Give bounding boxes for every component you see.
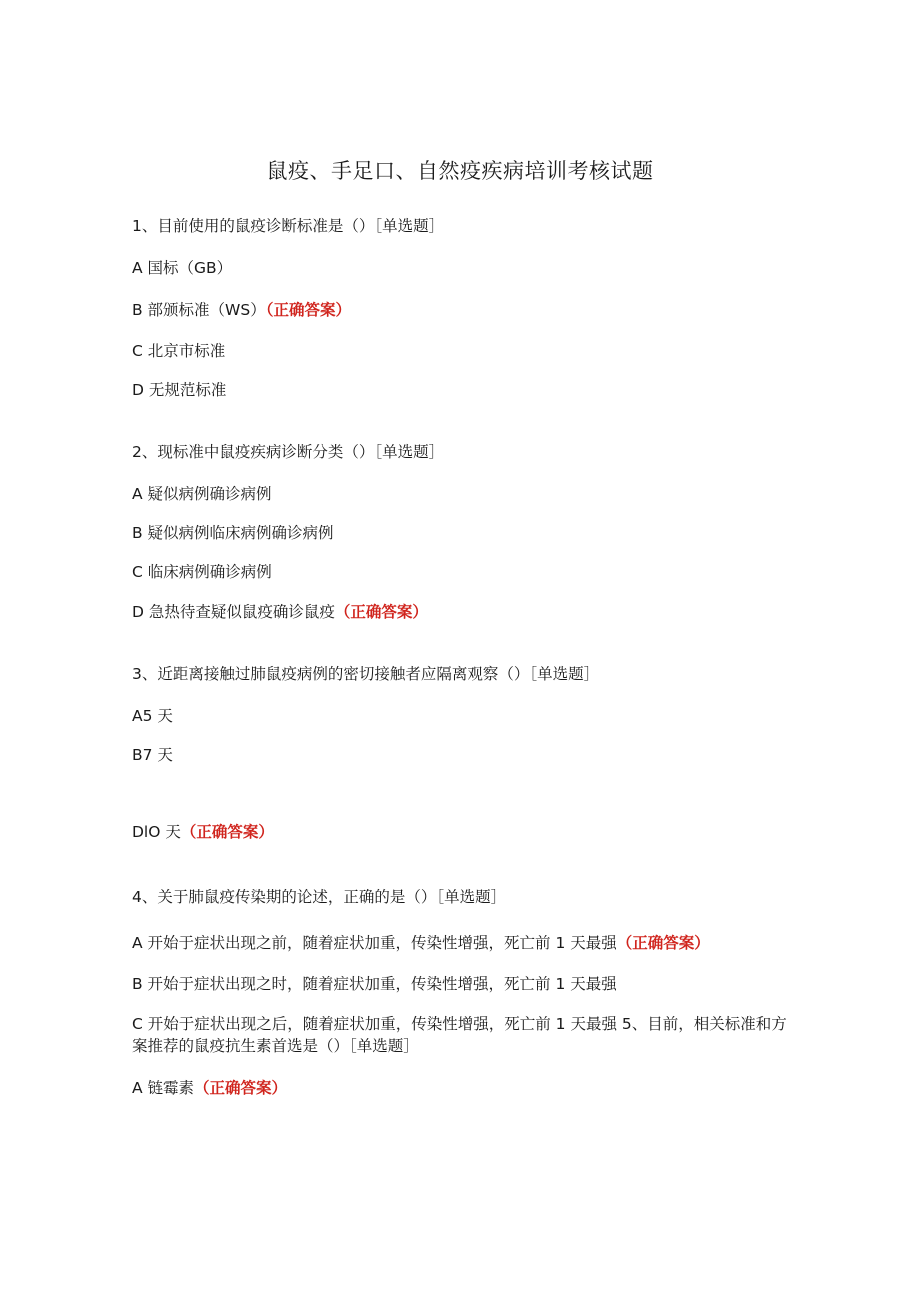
option-3b: B7 天 [132,746,173,764]
document-title: 鼠疫、手足口、自然疫疾病培训考核试题 [266,159,654,183]
question-4: 4、关于肺鼠疫传染期的论述，正确的是（）［单选题］ [132,888,507,906]
option-1d: D 无规范标准 [132,381,227,399]
option-text: D 急热待查疑似鼠疫确诊鼠疫 [132,603,335,621]
question-3: 3、近距离接触过肺鼠疫病例的密切接触者应隔离观察（）［单选题］ [132,665,600,683]
option-1c: C 北京市标准 [132,342,226,360]
option-text: B 部颁标准（WS） [132,301,266,319]
correct-answer-mark: （正确答案） [616,934,710,952]
option-1b [132,299,351,321]
option-2d [132,601,428,623]
option-3d [132,821,274,843]
option-4b: B 开始于症状出现之时，随着症状加重，传染性增强，死亡前 1 天最强 [132,975,617,993]
question-2: 2、现标准中鼠疫疾病诊断分类（）［单选题］ [132,443,445,461]
option-2c: C 临床病例确诊病例 [132,563,272,581]
correct-answer-mark: （正确答案） [194,1079,288,1097]
correct-answer-mark: （正确答案） [265,301,351,319]
option-text: A 链霉素 [132,1079,195,1097]
option-text: DlO 天 [132,823,181,841]
option-4a [132,932,710,954]
option-text: A 开始于症状出现之前，随着症状加重，传染性增强，死亡前 1 天最强 [132,934,617,952]
question-1: 1、目前使用的鼠疫诊断标准是（）［单选题］ [132,217,445,235]
option-4c: C 开始于症状出现之后，随着症状加重，传染性增强，死亡前 1 天最强 5、目前，相关标准和方案推荐的鼠疫抗生素首选是（）［单选题］ [132,1015,787,1055]
option-5a [132,1077,287,1099]
option-2b: B 疑似病例临床病例确诊病例 [132,524,334,542]
option-2a: A 疑似病例确诊病例 [132,485,272,503]
option-3a: A5 天 [132,707,173,725]
correct-answer-mark: （正确答案） [334,603,428,621]
option-1a: A 国标（GB） [132,259,233,277]
correct-answer-mark: （正确答案） [180,823,274,841]
